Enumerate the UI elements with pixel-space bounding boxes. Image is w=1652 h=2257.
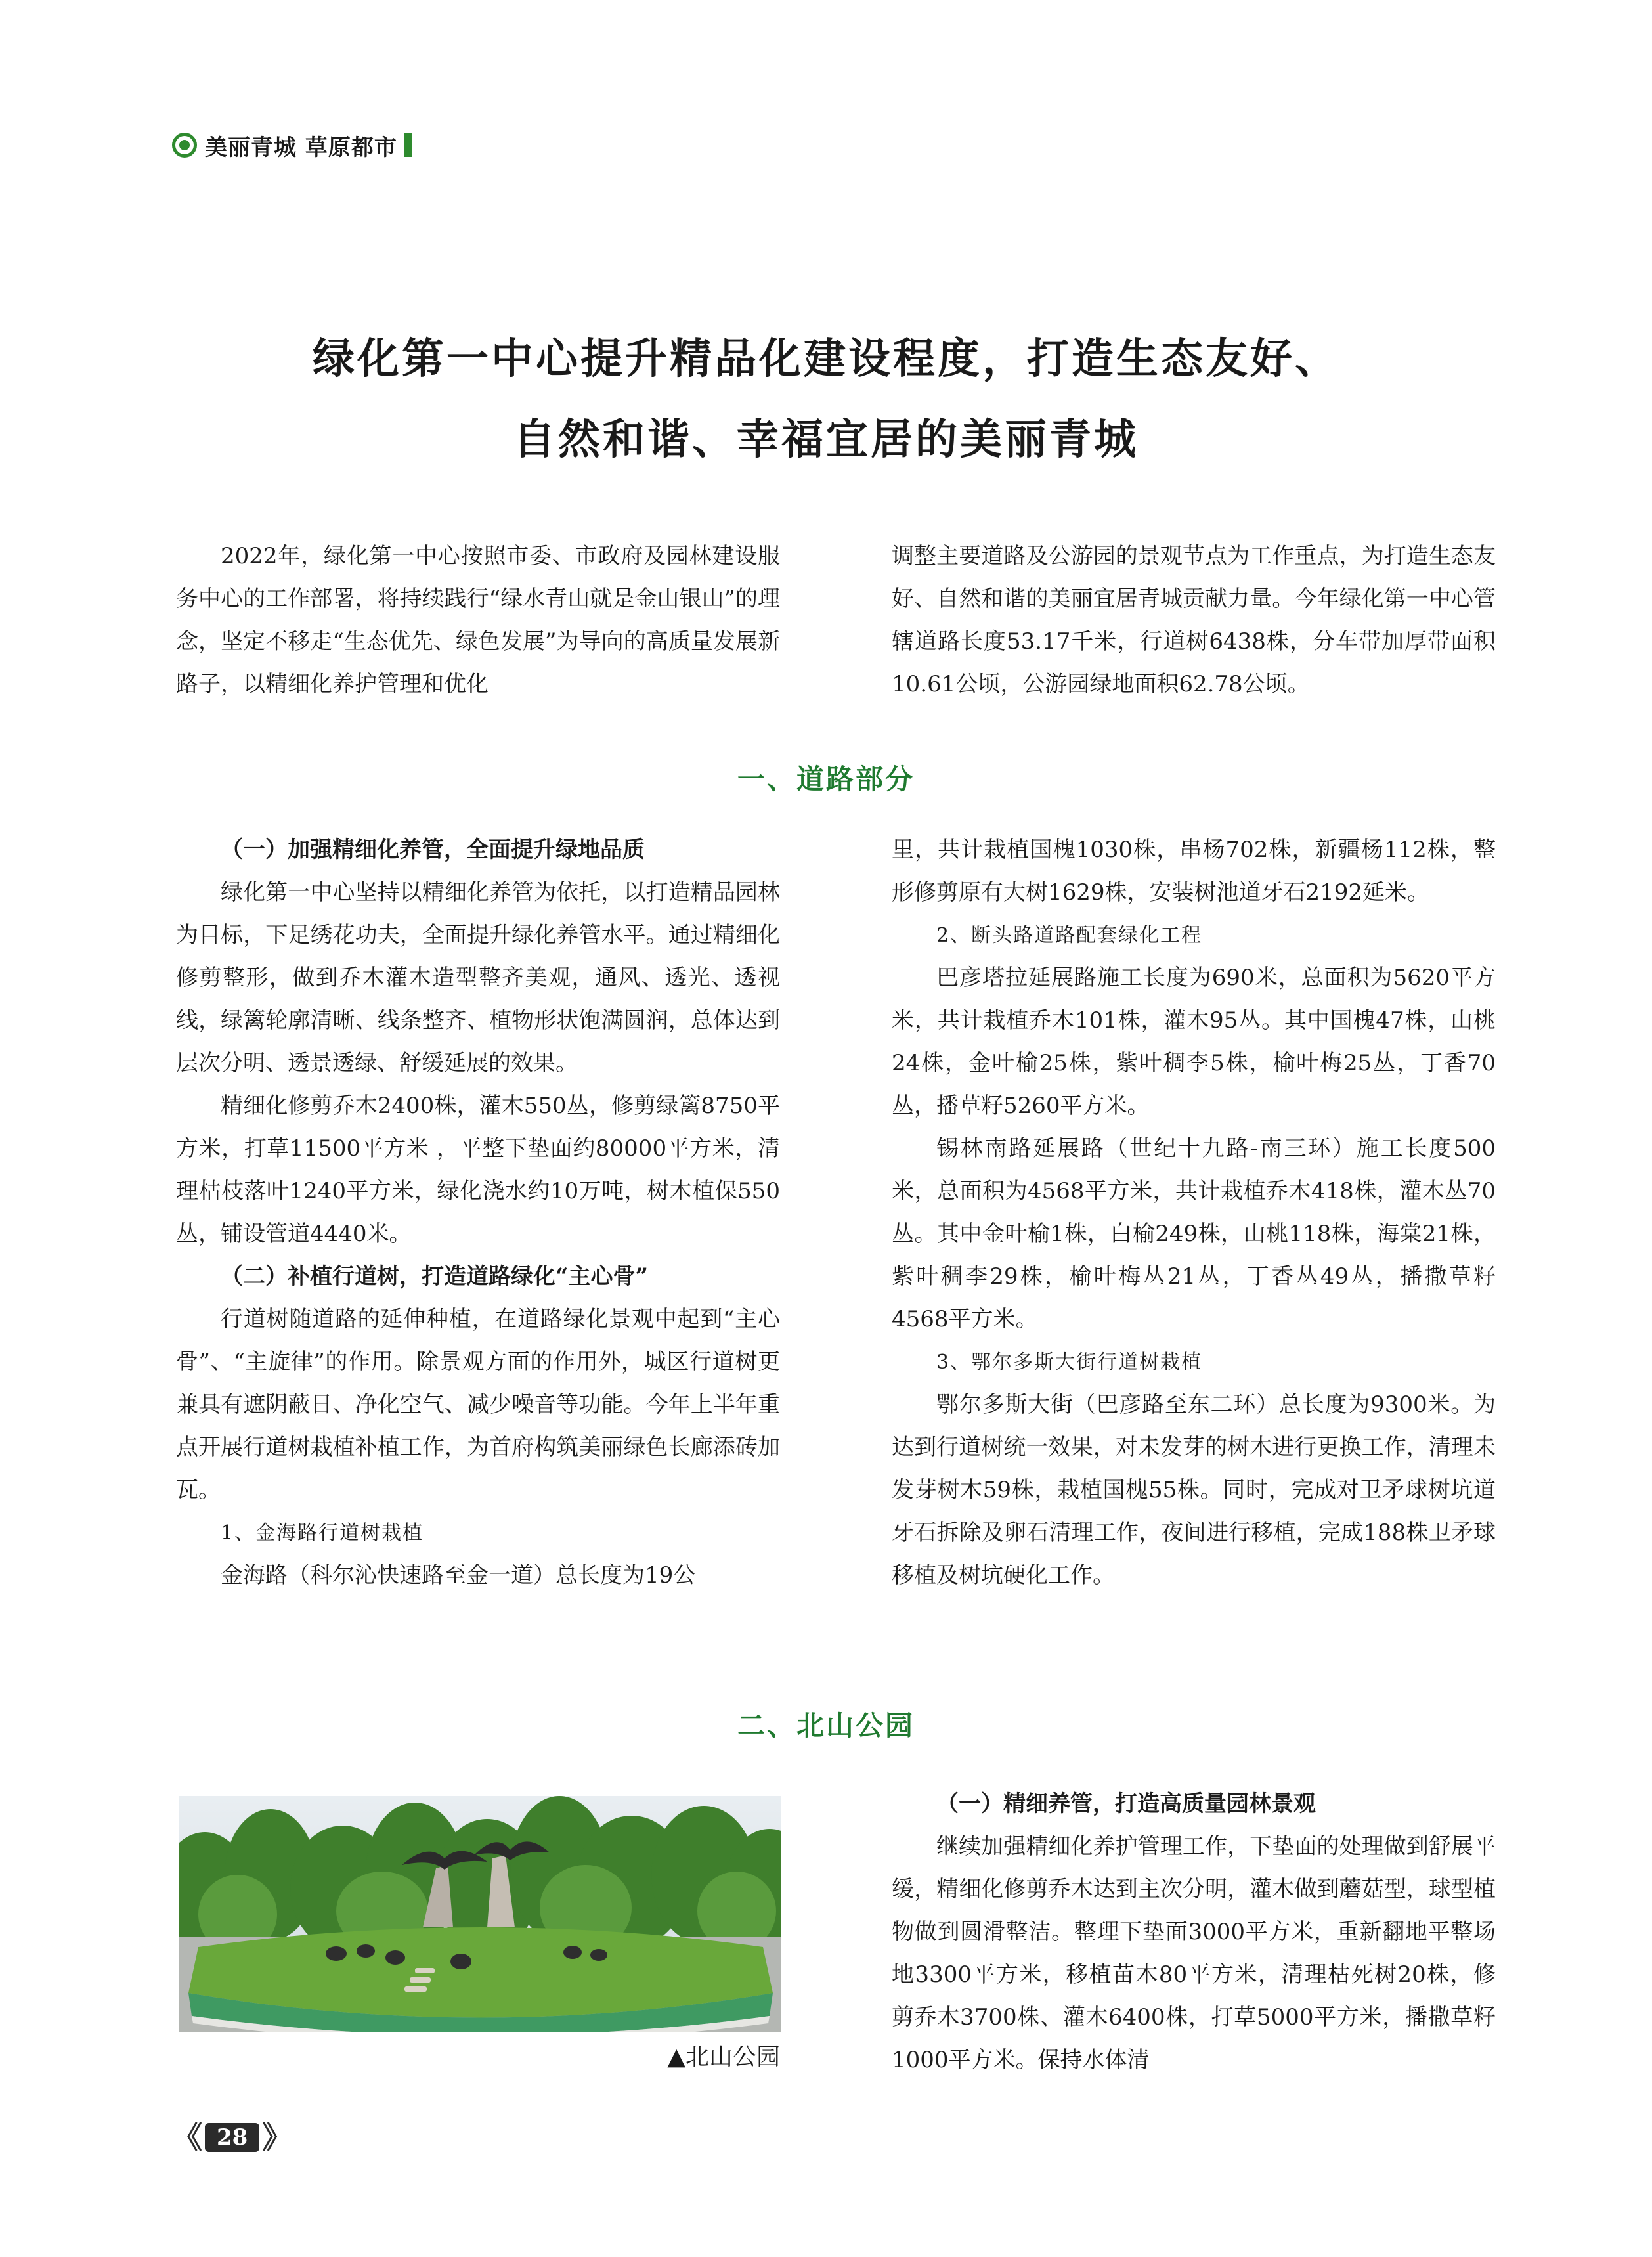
item-heading: 2、断头路道路配套绿化工程 xyxy=(936,924,1203,947)
header-text: 美丽青城 草原都市 xyxy=(205,134,397,161)
section-heading-roads: 一、道路部分 xyxy=(737,763,915,795)
paragraph: 精细化修剪乔木2400株，灌木550丛，修剪绿篱8750平方米，打草11500平方米 ，平整下垫面约80000平方米，清理枯枝落叶1240平方米，绿化浇水约10万吨，树木植保550丛，铺设管道4440米。 xyxy=(176,1093,780,1247)
intro-left-column xyxy=(176,535,780,706)
paragraph: 金海路（科尔沁快速路至金一道）总长度为19公 xyxy=(221,1562,696,1589)
section2-right-column xyxy=(892,1783,1496,2082)
paragraph: 锡林南路延展路（世纪十九路-南三环）施工长度500米，总面积为4568平方米，共计栽植乔木418株，灌木丛70丛。其中金叶榆1株，白榆249株，山桃118株，海棠21株，紫叶稠李29株，榆叶梅丛21丛，丁香丛49丛，播撒草籽4568平方米。 xyxy=(892,1135,1496,1332)
intro-right-para: 调整主要道路及公游园的景观节点为工作重点，为打造生态友好、自然和谐的美丽宜居青城贡献力量。今年绿化第一中心管辖道路长度53.17千米，行道树6438株，分车带加厚带面积10.61公顷，公游园绿地面积62.78公顷。 xyxy=(892,543,1496,697)
title-line-2: 自然和谐、幸福宜居的美丽青城 xyxy=(513,416,1139,464)
section1-left-column xyxy=(176,829,780,1597)
chevron-left-icon: 《 xyxy=(172,2120,202,2155)
paragraph: 巴彦塔拉延展路施工长度为690米，总面积为5620平方米，共计栽植乔木101株，灌木95丛。其中国槐47株，山桃24株，金叶榆25株，紫叶稠李5株，榆叶梅25丛，丁香70丛，播草籽5260平方米。 xyxy=(892,965,1496,1119)
title-line-1: 绿化第一中心提升精品化建设程度，打造生态友好、 xyxy=(313,335,1339,383)
section-heading-beishan-park: 二、北山公园 xyxy=(737,1709,915,1742)
item-heading: 1、金海路行道树栽植 xyxy=(221,1522,424,1545)
section1-right-column xyxy=(892,829,1496,1597)
paragraph: 里，共计栽植国槐1030株，串杨702株，新疆杨112株，整形修剪原有大树1629株，安装树池道牙石2192延米。 xyxy=(892,837,1496,906)
beishan-park-photo xyxy=(179,1796,781,2032)
paragraph: 鄂尔多斯大街（巴彦路至东二环）总长度为9300米。为达到行道树统一效果，对未发芽的树木进行更换工作，清理未发芽树木59株，栽植国槐55株。同时，完成对卫矛球树坑道牙石拆除及卵石清理工作，夜间进行移植，完成188株卫矛球移植及树坑硬化工作。 xyxy=(892,1391,1496,1589)
subheading: （一）加强精细化养管，全面提升绿地品质 xyxy=(221,837,645,863)
subheading: （二）补植行道树，打造道路绿化“主心骨” xyxy=(221,1263,649,1290)
subheading: （一）精细养管，打造高质量园林景观 xyxy=(936,1791,1316,1817)
paragraph: 绿化第一中心坚持以精细化养管为依托，以打造精品园林为目标，下足绣花功夫，全面提升绿化养管水平。通过精细化修剪整形，做到乔木灌木造型整齐美观，通风、透光、透视线，绿篱轮廓清晰、线条整齐、植物形状饱满圆润，总体达到层次分明、透景透绿、舒缓延展的效果。 xyxy=(176,879,780,1076)
intro-left-para: 2022年，绿化第一中心按照市委、市政府及园林建设服务中心的工作部署，将持续践行“绿水青山就是金山银山”的理念，坚定不移走“生态优先、绿色发展”为导向的高质量发展新路子，以精细化养护管理和优化 xyxy=(176,543,780,697)
photo-caption: ▲北山公园 xyxy=(667,2044,780,2071)
intro-right-column xyxy=(892,535,1496,706)
paragraph: 行道树随道路的延伸种植，在道路绿化景观中起到“主心骨”、“主旋律”的作用。除景观方面的作用外，城区行道树更兼具有遮阴蔽日、净化空气、减少噪音等功能。今年上半年重点开展行道树栽植补植工作，为首府构筑美丽绿色长廊添砖加瓦。 xyxy=(176,1306,780,1503)
item-heading: 3、鄂尔多斯大街行道树栽植 xyxy=(936,1351,1203,1374)
target-icon xyxy=(172,133,197,158)
header-bar xyxy=(404,133,412,157)
page-number xyxy=(172,2118,292,2157)
page-number-value: 28 xyxy=(205,2123,259,2152)
chevron-right-icon: 》 xyxy=(262,2120,293,2155)
running-header xyxy=(172,129,412,162)
paragraph: 继续加强精细化养护管理工作，下垫面的处理做到舒展平缓，精细化修剪乔木达到主次分明，灌木做到蘑菇型，球型植物做到圆滑整洁。整理下垫面3000平方米，重新翻地平整场地3300平方米，移植苗木80平方米，清理枯死树20株，修剪乔木3700株、灌木6400株，打草5000平方米，播撒草籽1000平方米。保持水体清 xyxy=(892,1833,1496,2073)
